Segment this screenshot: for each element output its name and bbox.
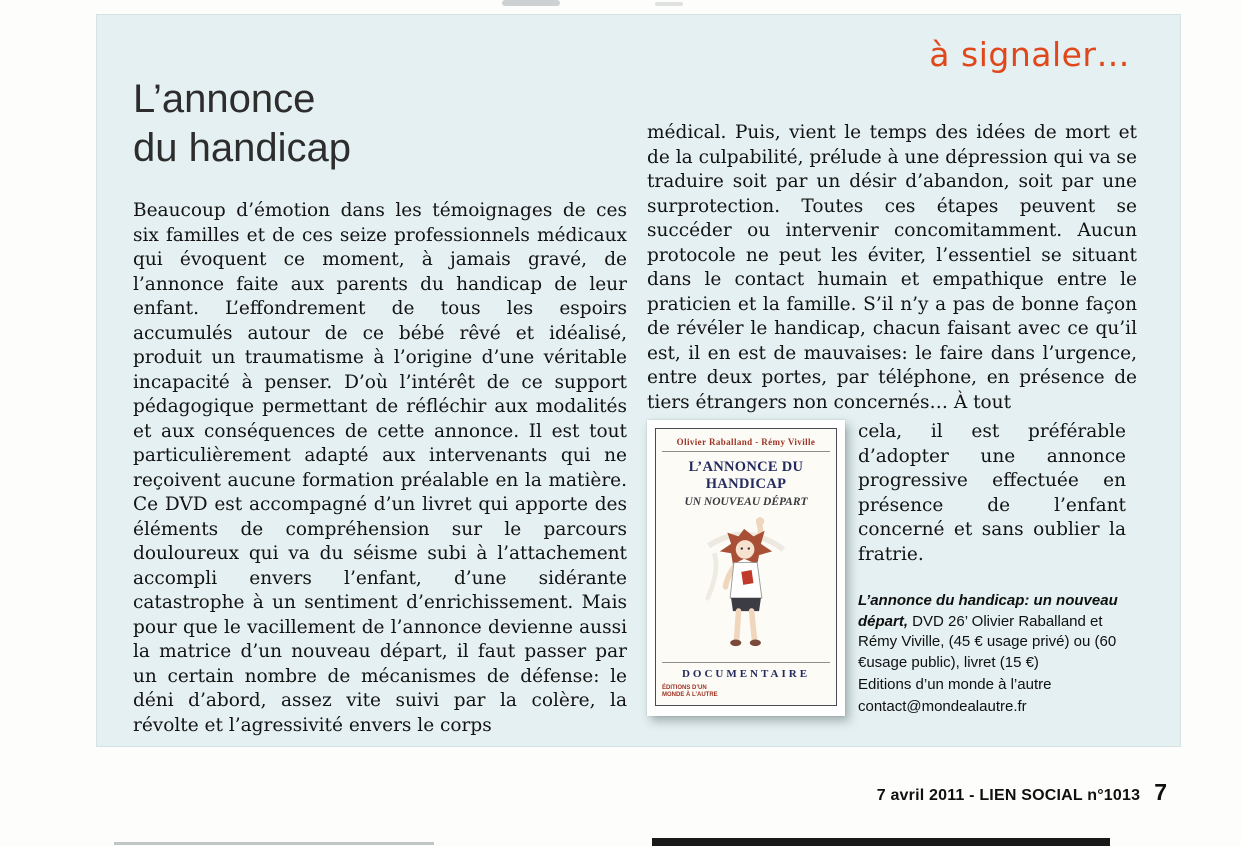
dvd-cover [647,420,845,716]
article-right-column [647,121,1137,717]
scan-artifact-top [502,0,560,6]
dvd-publisher-logo: ÉDITIONS D’UN MONDE À L’AUTRE [662,685,718,698]
article-panel [96,14,1181,747]
right-column-side [858,420,1126,717]
right-column-bottom [647,420,1137,717]
scan-artifact-bottom-black [652,838,1110,846]
wrapped-text: cela, il est préférable d’adopter une annonce progressive effectuée en présence de l’enfant concerné et sans oublier la fratrie. [858,421,1126,565]
caption-credits [858,591,1126,673]
dvd-subtitle: UN NOUVEAU DÉPART [684,496,808,508]
caption-publisher: Editions d’un monde à l’autre [858,676,1052,693]
right-column-text: médical. Puis, vient le temps des idées de mort et de la culpabilité, prélude à une dépression qui va se traduire soit par un désir d’abandon, soit par une surprotection. Toutes ces étapes peuvent se succéder ou intervenir concomitamment. Aucun protocole ne peut les éviter, l’essentiel se situant dans le contact humain et empathique entre le praticien et la famille. S’il n’y a pas de bonne façon de révéler le handicap, chacun faisant avec ce qu’il est, il en est de mauvaises: le faire dans l’urgence, entre deux portes, par téléphone, en présence de tiers étrangers non concernés… À tout [647,122,1137,413]
dvd-genre-label: DOCUMENTAIRE [662,662,830,680]
page-footer [877,779,1167,806]
article-title-line1: L’annonce [133,77,316,121]
caption-details: DVD 26’ Olivier Raballand et Rémy Viville, (45 € usage privé) ou (60 €usage public), livret (15 €) [858,612,1117,671]
scan-artifact-bottom-gray [114,842,434,845]
dvd-cover-inner [655,428,837,706]
dvd-title: L’ANNONCE DU HANDICAP [688,459,804,492]
scan-artifact-top-small [655,2,683,6]
article-title-line2: du handicap [133,126,351,170]
caption-contact-email: contact@mondealautre.fr [858,697,1027,715]
footer-page-number: 7 [1154,779,1167,805]
dvd-caption [858,591,1126,717]
caption-title: L’annonce du handicap: un nouveau départ, [858,592,1118,630]
dvd-cover-illustration-icon [662,512,830,660]
article-title [133,75,351,173]
footer-issue: 7 avril 2011 - LIEN SOCIAL n°1013 [876,787,1141,804]
dvd-authors: Olivier Raballand - Rémy Viville [662,437,830,452]
section-label: à signaler… [929,35,1130,74]
article-left-column: Beaucoup d’émotion dans les témoignages de ces six familles et de ces seize professionnels médicaux qui évoquent ce moment, à jamais gravé, de l’annonce faite aux parents du handicap de leur enfant. L’effondrement de tous les espoirs accumulés autour de ce bébé rêvé et idéalisé, produit un traumatisme à l’origine d’une véritable incapacité à penser. D’où l’intérêt de ce support pédagogique permettant de réfléchir aux modalités et aux conséquences de cette annonce. Il est tout particulièrement adapté aux intervenants qui ne reçoivent aucune formation préalable en la matière. Ce DVD est accompagné d’un livret qui apporte des éléments de compréhension sur le parcours douloureux qui va du séisme subi à l’attachement accompli envers l’enfant, d’une sidérante catastrophe à un sentiment d’enrichissement. Mais pour que le vacillement de l’annonce devienne aussi la matrice d’un nouveau départ, il faut passer par un certain nombre de mécanismes de défense: le déni d’abord, assez vite suivi par la colère, la révolte et l’agressivité envers le corps [133,200,627,736]
